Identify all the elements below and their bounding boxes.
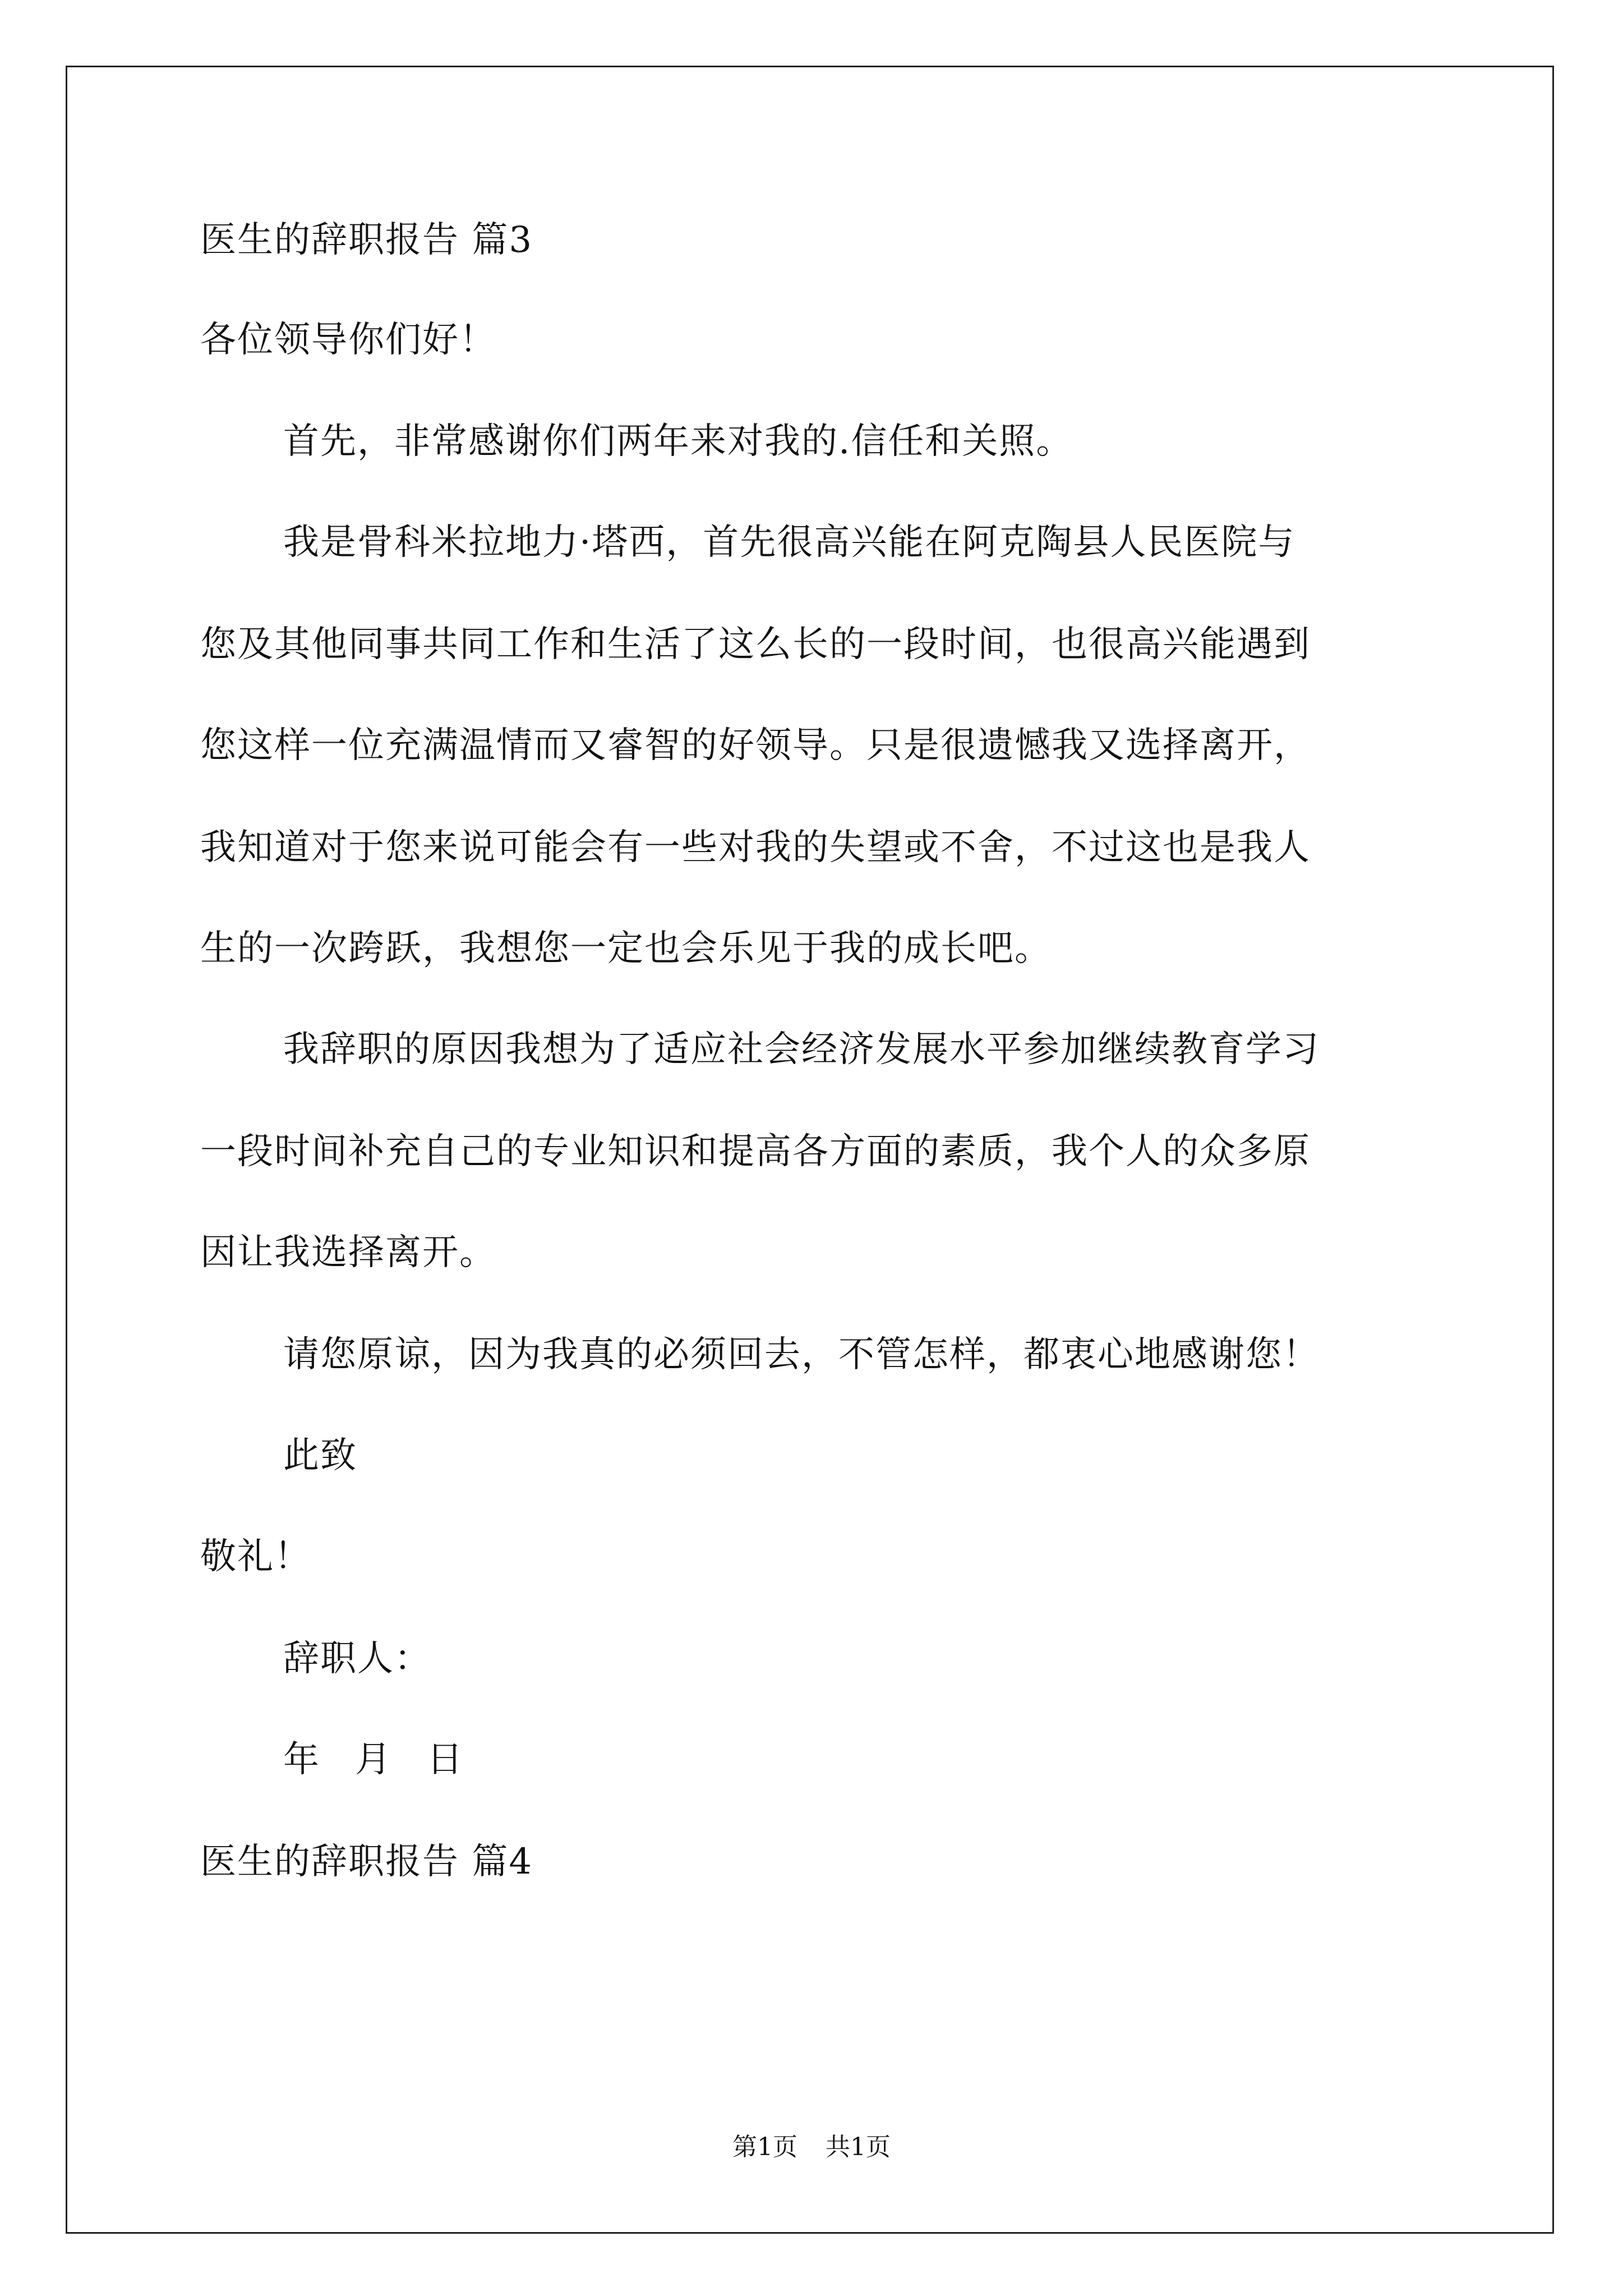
paragraph-line: 我是骨科米拉地力·塔西，首先很高兴能在阿克陶县人民医院与	[283, 522, 1295, 563]
page-number: 第1页	[732, 2133, 797, 2161]
paragraph: 首先，非常感谢你们两年来对我的.信任和关照。	[283, 421, 1073, 462]
paragraph: 请您原谅，因为我真的必须回去，不管怎样，都衷心地感谢您！	[283, 1334, 1320, 1375]
paragraph-line: 我辞职的原因我想为了适应社会经济发展水平参加继续教育学习	[283, 1029, 1320, 1070]
paragraph-line: 我知道对于您来说可能会有一些对我的失望或不舍，不过这也是我人	[200, 827, 1311, 868]
closing-salute: 敬礼！	[200, 1536, 311, 1577]
paragraph-line: 生的一次跨跃，我想您一定也会乐见于我的成长吧。	[200, 928, 1052, 969]
signature-label: 辞职人：	[283, 1638, 431, 1680]
page-total: 共1页	[826, 2133, 891, 2161]
date-line	[283, 1734, 464, 1785]
paragraph-line: 因让我选择离开。	[200, 1232, 496, 1273]
date-day: 日	[427, 1739, 464, 1780]
section-heading: 医生的辞职报告 篇4	[200, 1841, 533, 1883]
paragraph-line: 一段时间补充自己的专业知识和提高各方面的素质，我个人的众多原	[200, 1131, 1311, 1172]
salutation: 各位领导你们好！	[200, 319, 496, 361]
date-month: 月	[355, 1739, 392, 1780]
closing-greeting: 此致	[283, 1435, 357, 1476]
paragraph-line: 您这样一位充满温情而又睿智的好领导。只是很遗憾我又选择离开，	[200, 725, 1311, 766]
paragraph-line: 您及其他同事共同工作和生活了这么长的一段时间，也很高兴能遇到	[200, 624, 1311, 665]
date-year: 年	[283, 1739, 320, 1780]
page-footer	[0, 2131, 1623, 2164]
section-heading: 医生的辞职报告 篇3	[200, 219, 533, 261]
